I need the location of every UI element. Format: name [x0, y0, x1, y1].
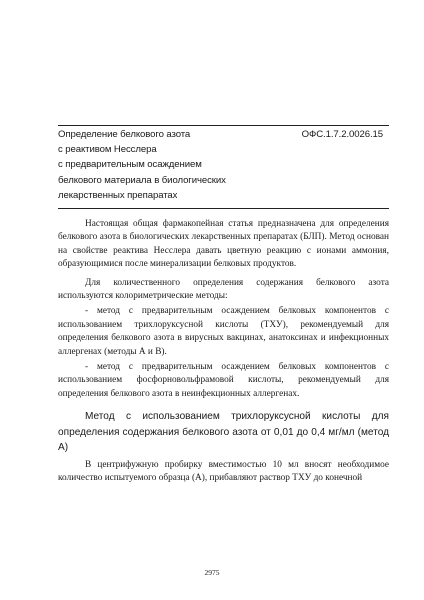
methods-intro-paragraph: Для количественного определения содержания белкового азота используются колориметрические методы: [58, 277, 389, 302]
procedure-paragraph: В центрифужную пробирку вместимостью 10 мл вносят необходимое количество испытуемого образца (А), прибавляют раствор ТХУ до конечной [58, 459, 389, 484]
article-body [58, 218, 389, 491]
method-a-heading: Метод с использованием трихлоруксусной кислоты для определения содержания белкового азота от 0,01 до 0,4 мг/мл (метод А) [58, 411, 389, 454]
article-code: ОФС.1.7.2.0026.15 [301, 129, 383, 140]
intro-paragraph: Настоящая общая фармакопейная статья предназначена для определения белкового азота в биологических лекарственных препаратах (БЛП). Метод основан на свойстве реактива Несслера давать цветную реакцию с ионами аммония, образующимися после минерализации белковых продуктов. [58, 219, 389, 270]
header-top-rule [58, 125, 389, 126]
article-title-line: с реактивом Несслера [58, 144, 157, 156]
article-title-line: белкового материала в биологических [58, 174, 226, 186]
page-number: 2975 [204, 568, 220, 577]
method-list-item: - метод с предварительным осаждением белковых компонентов с использованием трихлоруксусной кислоты (ТХУ), рекомендуемый для определения белкового азота в вирусных вакцинах, анатоксинах и инфекционных аллергенах (методы А и В). [58, 306, 389, 357]
method-list-item: - метод с предварительным осаждением белковых компонентов с использованием фосфорновольфрамовой кислоты, рекомендуемый для определения белкового азота в неинфекционных аллергенах. [58, 362, 389, 399]
article-header [58, 127, 389, 203]
article-title-line: с предварительным осаждением [58, 159, 202, 171]
article-title-line: Определение белкового азота [58, 129, 191, 140]
article-title-line: лекарственных препаратах [58, 189, 178, 201]
header-bottom-rule [58, 208, 389, 209]
